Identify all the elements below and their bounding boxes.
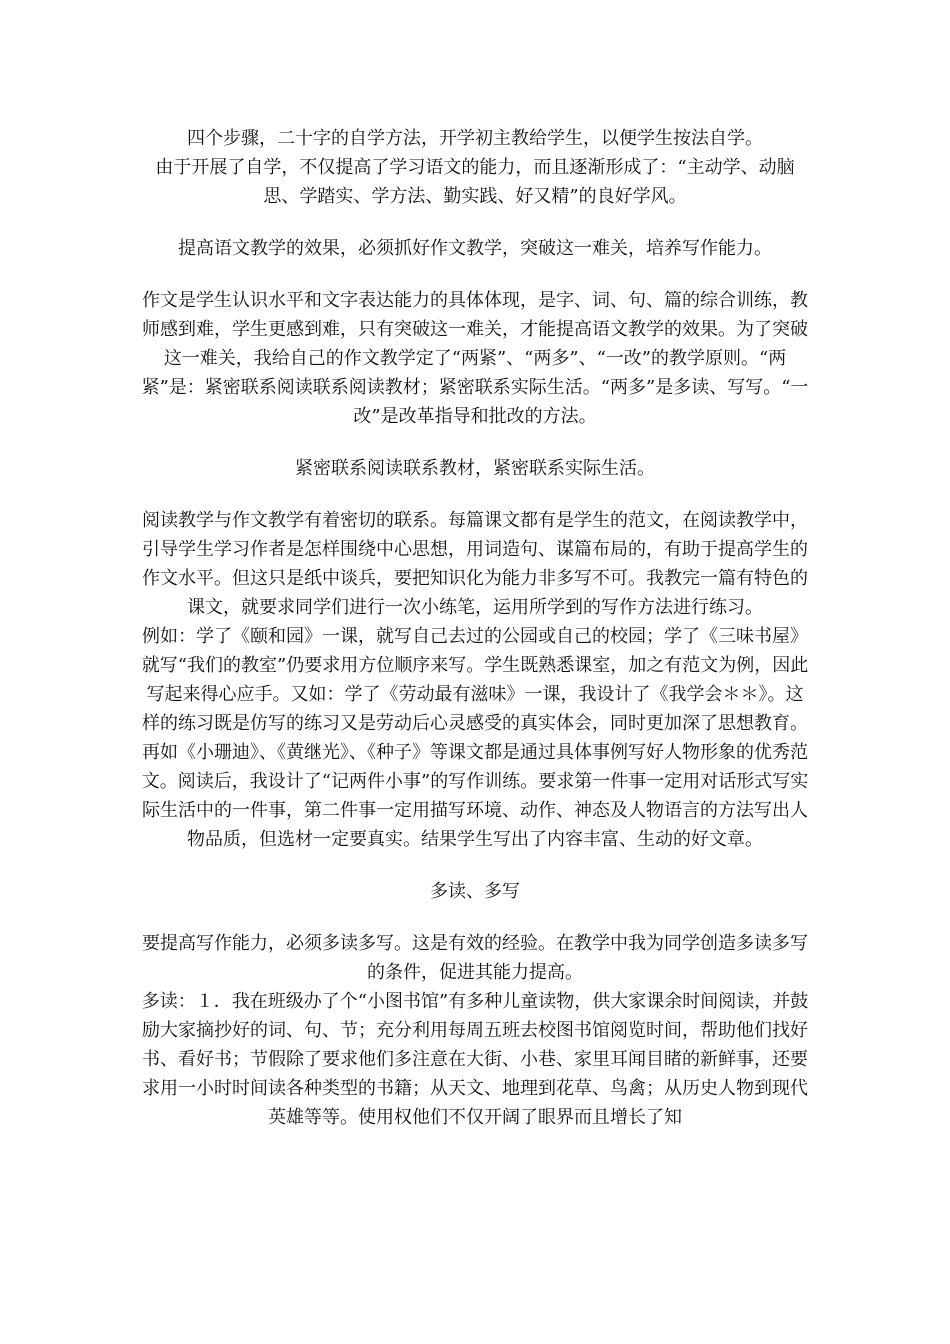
paragraph-reading-and-writing: 阅读教学与作文教学有着密切的联系。每篇课文都有是学生的范文，在阅读教学中，引导学生学习作者是怎样围绕中心思想，用词造句、谋篇布局的，有助于提高学生的作文水平。但这只是纸中谈兵，要把知识化为能力非多写不可。我教完一篇有特色的课文，就要求同学们进行一次小练笔，运用所学到的写作方法进行练习。 [142, 510, 808, 618]
heading-read-more-write-more: 多读、多写 [430, 881, 520, 902]
paragraph-study-style: 由于开展了自学，不仅提高了学习语文的能力，而且逐渐形成了：“主动学、动脑思、学踏实、学方法、勤实践、好又精”的良好学风。 [155, 157, 795, 207]
heading-writing-teaching: 提高语文教学的效果，必须抓好作文教学，突破这一难关，培养写作能力。 [178, 238, 772, 259]
paragraph-writing-principles: 作文是学生认识水平和文字表达能力的具体体现，是字、词、句、篇的综合训练，教师感到难，学生更感到难，只有突破这一难关，才能提高语文教学的效果。为了突破这一难关，我给自己的作文教学定了“两紧”、“两多”、“一改”的教学原则。“两紧”是：紧密联系阅读联系阅读教材；紧密联系实际生活。“两多”是多读、写写。“一改”是改革指导和批改的方法。 [141, 290, 809, 427]
paragraph-example-one: 例如：学了《颐和园》一课，就写自己去过的公园或自己的校园；学了《三味书屋》就写“我们的教室”仍要求用方位顺序来写。学生既熟悉课室，加之有范文为例，因此写起来得心应手。又如：学了《劳动最有滋味》一课，我设计了《我学会＊＊》。这样的练习既是仿写的练习又是劳动后心灵感受的真实体会，同时更加深了思想教育。 [141, 626, 809, 734]
paragraph-read-more-details: 多读：１．我在班级办了个“小图书馆”有多种儿童读物，供大家课余时间阅读，并鼓励大家摘抄好的词、句、节；充分利用每周五班去校图书馆阅览时间，帮助他们找好书、看好书；节假除了要求他们多注意在大街、小巷、家里耳闻目睹的新鲜事，还要求用一小时时间读各种类型的书籍；从天文、地理到花草、鸟禽；从历史人物到现代英雄等等。使用权他们不仅开阔了眼界而且增长了知 [141, 991, 809, 1128]
document-body [140, 124, 810, 1132]
heading-link-reading-life: 紧密联系阅读联系教材，紧密联系实际生活。 [295, 458, 655, 479]
paragraph-read-write-intro: 要提高写作能力，必须多读多写。这是有效的经验。在教学中我为同学创造多读多写的条件，促进其能力提高。 [142, 933, 808, 983]
paragraph-self-study-steps: 四个步骤，二十字的自学方法，开学初主教给学生，以便学生按法自学。 [187, 128, 763, 149]
paragraph-example-two: 再如《小珊迪》、《黄继光》、《种子》等课文都是通过具体事例写好人物形象的优秀范文。阅读后，我设计了“记两件小事”的写作训练。要求第一件事一定用对话形式写实际生活中的一件事，第二件事一定用描写环境、动作、神态及人物语言的方法写出人物品质，但选材一定要真实。结果学生写出了内容丰富、生动的好文章。 [141, 742, 809, 850]
